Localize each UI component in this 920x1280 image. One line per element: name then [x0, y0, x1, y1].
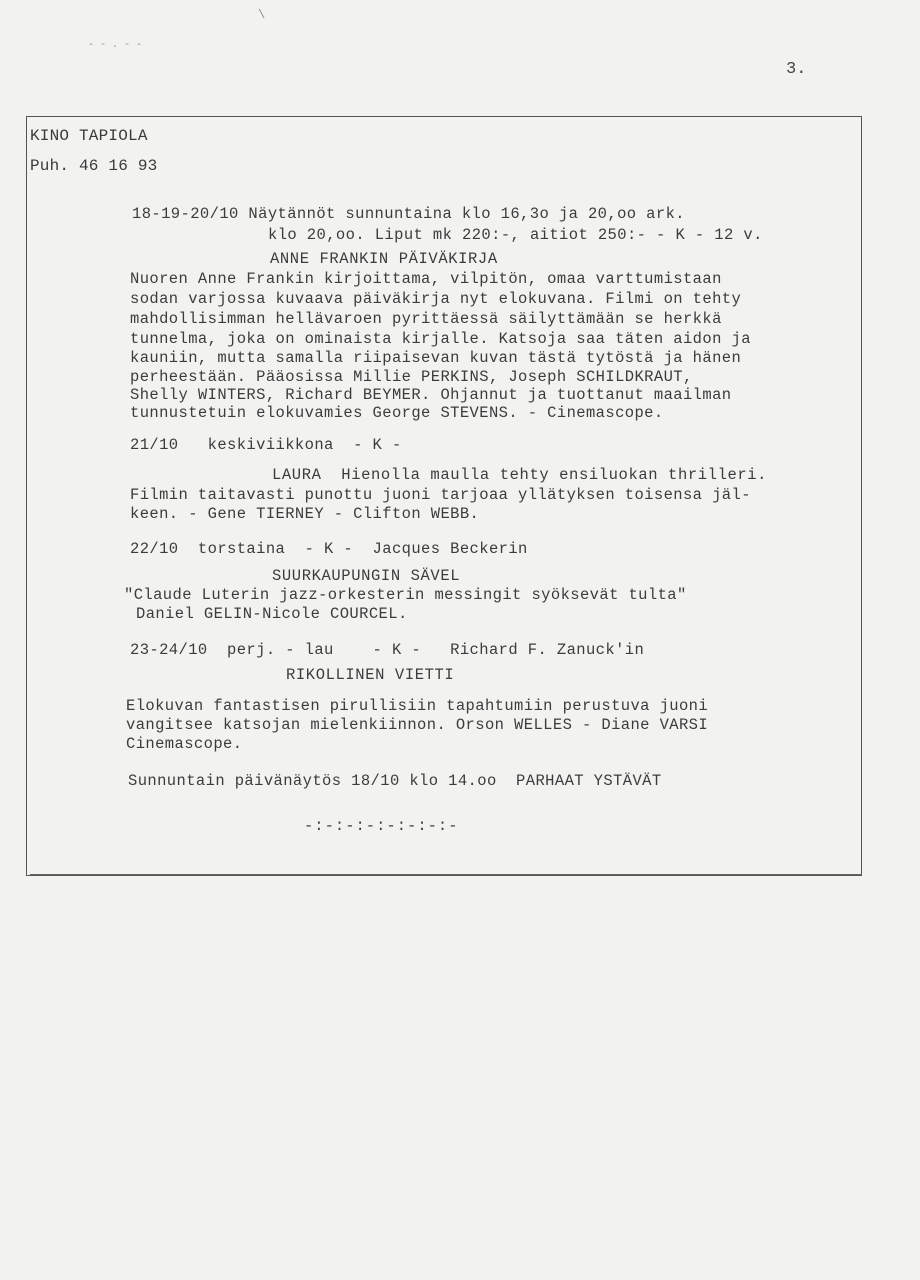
listing-4-desc-line: vangitsee katsojan mielenkiinnon. Orson WELLES - Diane VARSI [126, 716, 709, 734]
closing-divider: -:-:-:-:-:-:-:- [304, 817, 459, 835]
cinema-phone: Puh. 46 16 93 [30, 157, 158, 175]
top-tick-mark: \ [258, 8, 266, 22]
listing-3-title: SUURKAUPUNGIN SÄVEL [272, 567, 461, 585]
listing-1-schedule-line-1: 18-19-20/10 Näytännöt sunnuntaina klo 16,3o ja 20,oo ark. [132, 205, 685, 223]
listing-2-desc-line: keen. - Gene TIERNEY - Clifton WEBB. [130, 505, 480, 523]
listing-1-desc-line: tunnelma, joka on ominaista kirjalle. Katsoja saa täten aidon ja [130, 330, 751, 348]
sunday-matinee-line: Sunnuntain päivänäytös 18/10 klo 14.oo PARHAAT YSTÄVÄT [128, 772, 662, 790]
frame-bottom-line [30, 874, 862, 875]
page-number: 3. [786, 60, 807, 79]
listing-1-desc-line: Shelly WINTERS, Richard BEYMER. Ohjannut ja tuottanut maailman [130, 386, 732, 404]
listing-1-desc-line: mahdollisimman hellävaroen pyrittäessä säilyttämään se herkkä [130, 310, 722, 328]
listing-1-desc-line: sodan varjossa kuvaava päiväkirja nyt elokuvana. Filmi on tehty [130, 290, 742, 308]
listing-2-title-line: LAURA Hienolla maulla tehty ensiluokan thrilleri. [272, 466, 768, 484]
listing-3-desc-line: Daniel GELIN-Nicole COURCEL. [136, 605, 408, 623]
listing-3-schedule: 22/10 torstaina - K - Jacques Beckerin [130, 540, 528, 558]
listing-1-desc-line: tunnustetuin elokuvamies George STEVENS. - Cinemascope. [130, 404, 664, 422]
listing-2-schedule: 21/10 keskiviikkona - K - [130, 436, 402, 454]
listing-1-desc-line: Nuoren Anne Frankin kirjoittama, vilpitön, omaa varttumistaan [130, 270, 722, 288]
listing-1-desc-line: kauniin, mutta samalla riipaisevan kuvan tästä tytöstä ja hänen [130, 349, 742, 367]
listing-4-desc-line: Cinemascope. [126, 735, 243, 753]
listing-4-title: RIKOLLINEN VIETTI [286, 666, 455, 684]
listing-2-desc-line: Filmin taitavasti punottu juoni tarjoaa yllätyksen toisensa jäl- [130, 486, 751, 504]
listing-4-desc-line: Elokuvan fantastisen pirullisiin tapahtumiin perustuva juoni [126, 697, 709, 715]
listing-3-desc-line: "Claude Luterin jazz-orkesterin messingit syöksevät tulta" [124, 586, 687, 604]
top-left-scribble: - - . - - [88, 40, 143, 51]
listing-1-schedule-line-2: klo 20,oo. Liput mk 220:-, aitiot 250:- - K - 12 v. [268, 226, 763, 244]
cinema-name: KINO TAPIOLA [30, 127, 148, 145]
listing-1-title: ANNE FRANKIN PÄIVÄKIRJA [270, 250, 498, 268]
listing-4-schedule: 23-24/10 perj. - lau - K - Richard F. Zanuck'in [130, 641, 645, 659]
listing-1-desc-line: perheestään. Pääosissa Millie PERKINS, Joseph SCHILDKRAUT, [130, 368, 693, 386]
